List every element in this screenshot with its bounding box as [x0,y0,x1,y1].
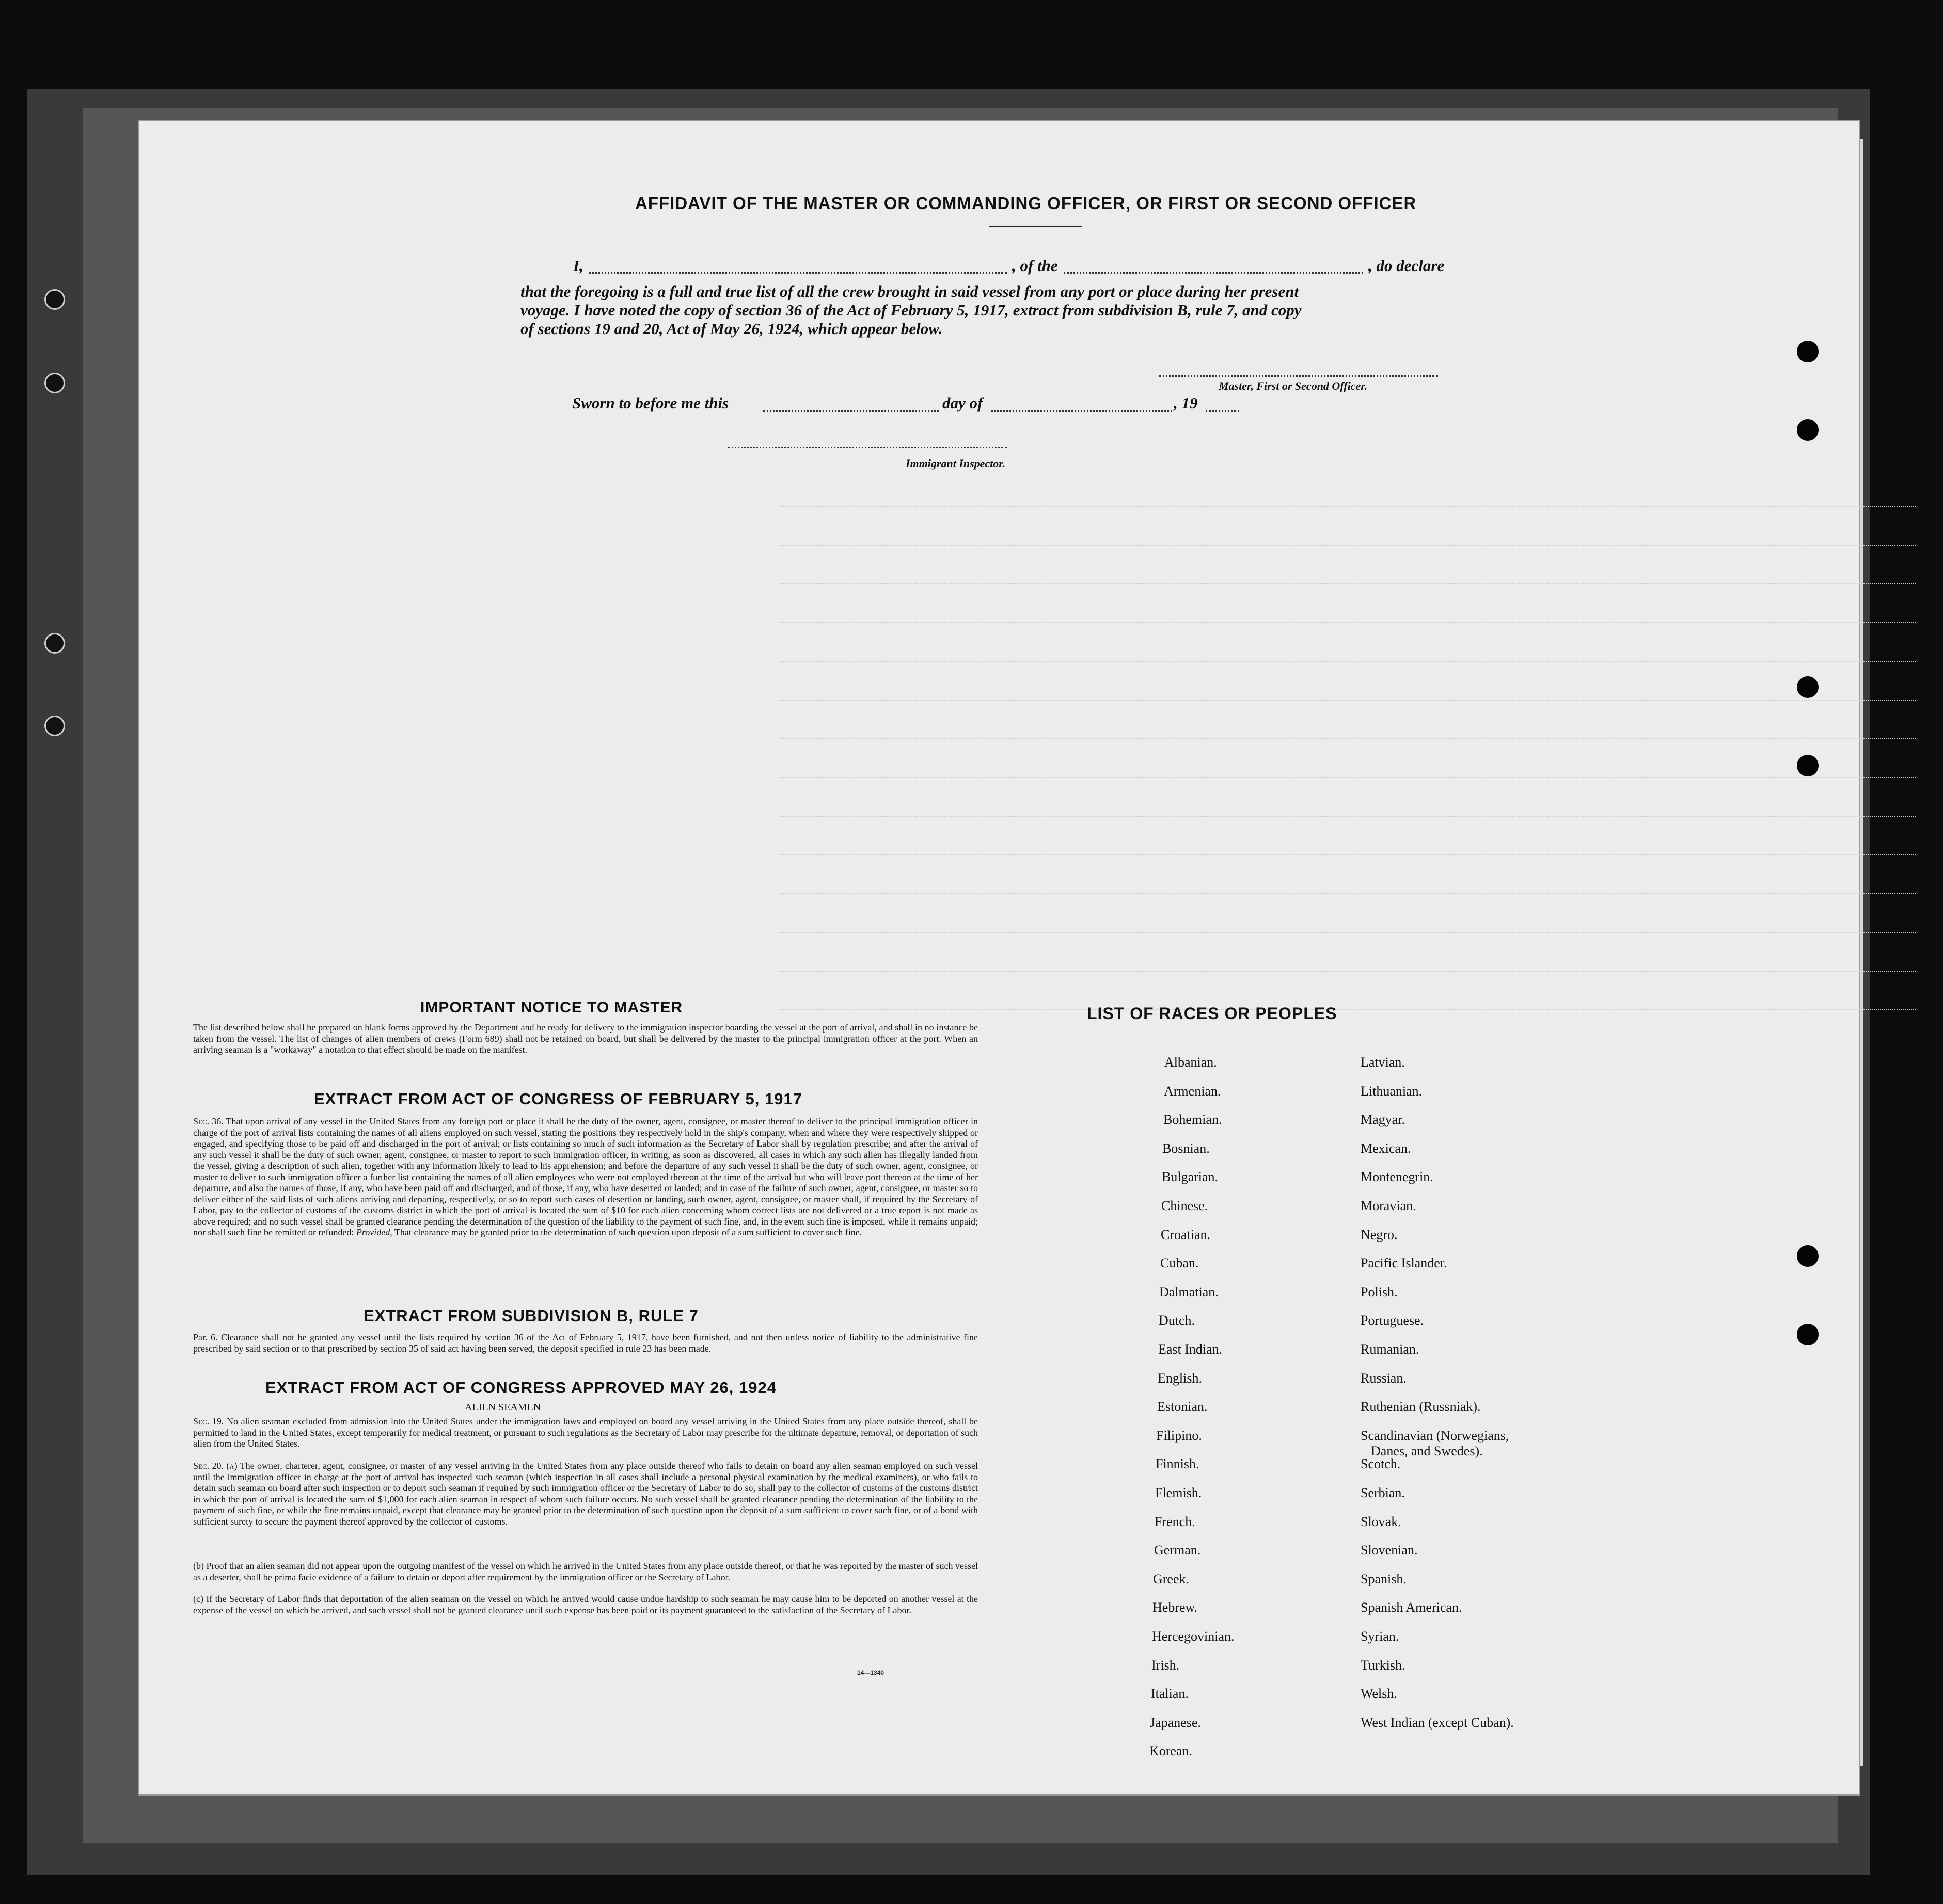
race-item: Moravian. [1361,1198,1416,1213]
race-item: Slovenian. [1361,1543,1418,1558]
race-item: Irish. [1151,1658,1180,1673]
race-item: Hercegovinian. [1152,1629,1235,1644]
race-item: Chinese. [1161,1198,1208,1213]
punch-hole [1797,1245,1819,1267]
vessel-name-blank [1064,272,1363,274]
day-of-label: day of [942,394,983,412]
bleed-through-row [780,661,1916,662]
sec-20a-text [193,1461,978,1527]
bleed-through-row [780,971,1916,972]
year-label: , 19 [1174,394,1198,412]
bleed-through-row [780,893,1916,894]
inspector-label: Immigrant Inspector. [906,457,1006,470]
race-item: French. [1155,1514,1195,1529]
race-item: Portuguese. [1361,1313,1424,1328]
race-item: Turkish. [1361,1658,1405,1673]
bleed-through-row [780,854,1916,855]
punch-hole [1797,341,1819,362]
race-item: Bulgarian. [1162,1169,1219,1184]
race-item: Scotch. [1361,1456,1401,1471]
race-item: Syrian. [1361,1629,1399,1644]
race-item: Latvian. [1361,1055,1405,1070]
extract-rule7-text: Par. 6. Clearance shall not be granted any vessel until the lists required by section 36 of the Act of February 5, 1917, have been furnished, and not then unless notice of liability to the administrative fine prescribed by said section or to that prescribed by section 35 of said act having been served, the deposit specified in rule 23 has been made. [193,1332,978,1354]
races-title: LIST OF RACES OR PEOPLES [1087,1004,1337,1023]
race-item: Negro. [1361,1227,1398,1242]
bleed-through-row [780,506,1916,507]
sec-19-label: Sec. 19. [193,1416,224,1426]
race-item: East Indian. [1158,1342,1223,1357]
bleed-through-row [780,622,1916,623]
sec-20c-text: (c) If the Secretary of Labor finds that deportation of the alien seaman on the vessel on which he arrived would cause undue hardship to such seaman he may cause him to be deported on another vessel at the expense of the vessel on which he arrived, and such vessel shall not be granted clearance until such expense has been paid or its payment guaranteed to the satisfaction of the Secretary of Labor. [193,1594,978,1615]
punch-hole [44,633,65,654]
bleed-through-row [780,738,1916,739]
master-name-blank [589,272,1007,274]
affidavit-title: AFFIDAVIT OF THE MASTER OR COMMANDING OFFICER, OR FIRST OR SECOND OFFICER [635,194,1417,213]
race-item: Serbian. [1361,1485,1405,1500]
title-underline [989,226,1082,227]
race-item: Danes, and Swedes). [1371,1443,1483,1458]
extract-1924-title: EXTRACT FROM ACT OF CONGRESS APPROVED MAY 26, 1924 [265,1378,777,1397]
sworn-month-blank [991,410,1172,412]
race-item: Scandinavian (Norwegians, [1361,1428,1509,1443]
race-item: Flemish. [1155,1485,1202,1500]
alien-seamen-subtitle: ALIEN SEAMEN [465,1402,541,1413]
race-item: Italian. [1151,1686,1189,1701]
bleed-through-row [780,777,1916,778]
sec-20a-body: The owner, charterer, agent, consignee, or master of any vessel arriving in the United States from any place outside thereof who fails to detain on board any alien seaman employed on such vessel until the immigration officer in charge at the port of arrival has inspected such seaman (which inspection in all cases shall include a personal physical examination by the medical examiners), or who fails to detain such seaman on board after such inspection or to deport such seaman if required by such immigration officer or the Secretary of Labor to do so, shall pay to the collector of customs of the customs district in which the port of arrival is located the sum of $1,000 for each alien seaman in respect of whom such failure occurs. No such vessel shall be granted clearance pending the determination of the liability to the payment of such fine, or while the fine remains unpaid, except that clearance may be granted prior to the determination of such question upon the deposit of a sum sufficient to cover such fine, or of a bond with sufficient surety to secure the payment thereof approved by the collector of customs. [193,1461,978,1527]
race-item: Welsh. [1361,1686,1397,1701]
race-item: Pacific Islander. [1361,1256,1447,1271]
punch-hole [1797,755,1819,776]
race-item: Spanish. [1361,1572,1407,1586]
race-item: Montenegrin. [1361,1169,1433,1184]
affidavit-of-the-label: , of the [1012,257,1058,275]
sworn-label: Sworn to before me this [572,394,729,412]
race-item: Slovak. [1361,1514,1401,1529]
master-signature-label: Master, First or Second Officer. [1219,379,1368,392]
race-item: English. [1158,1371,1202,1386]
master-signature-blank [1159,375,1438,377]
race-item: Polish. [1361,1284,1398,1299]
affidavit-do-declare-label: , do declare [1368,257,1445,275]
notice-title: IMPORTANT NOTICE TO MASTER [420,999,683,1016]
punch-hole [1797,1324,1819,1345]
notice-text: The list described below shall be prepared on blank forms approved by the Department and be ready for delivery to the immigration inspector boarding the vessel at the port of arrival, and shall in no instance be taken from the vessel. The list of changes of alien members of crews (Form 689) shall not be retained on board, but shall be delivered by the master to the principal immigration officer at the port. When an arriving seaman is a "workaway" a notation to that effect should be made on the manifest. [193,1022,978,1055]
race-item: Armenian. [1164,1084,1221,1099]
race-item: Rumanian. [1361,1342,1419,1357]
affidavit-body-line-2: voyage. I have noted the copy of section 36 of the Act of February 5, 1917, extract from subdivision B, rule 7, and copy [520,301,1302,319]
race-item: Finnish. [1156,1456,1199,1471]
punch-hole [1797,419,1819,441]
bleed-through-row [780,700,1916,701]
punch-hole [44,373,65,393]
punch-hole [44,716,65,736]
race-item: Greek. [1153,1572,1190,1586]
race-item: Japanese. [1150,1715,1201,1730]
race-item: Magyar. [1361,1112,1405,1127]
bleed-through-row [780,932,1916,933]
bleed-through-row [780,1009,1916,1010]
race-item: Korean. [1149,1743,1193,1758]
document-page [139,121,1859,1794]
race-item: Dutch. [1159,1313,1195,1328]
affidavit-body-line-1: that the foregoing is a full and true list of all the crew brought in said vessel from any port or place during her present [520,282,1299,300]
race-item: Croatian. [1161,1227,1211,1242]
affidavit-i-label: I, [573,257,583,275]
extract-1917-provided: Provided, [356,1227,392,1237]
form-number: 14—1340 [857,1669,884,1676]
race-item: Mexican. [1361,1141,1411,1156]
punch-hole [1797,676,1819,698]
sec-19-body: No alien seaman excluded from admission into the United States under the immigration laws and employed on board any vessel arriving in the United States from any place outside thereof, shall be permitted to land in the United States, except temporarily for medical treatment, or pursuant to such regulations as the Secretary of Labor may prescribe for the ultimate departure, removal, or deportation of such alien from the United States. [193,1416,978,1449]
race-item: Spanish American. [1361,1600,1462,1615]
bleed-through-row [780,816,1916,817]
sworn-year-blank [1206,410,1239,412]
sworn-day-blank [763,410,939,412]
sec-20-label: Sec. 20. (a) [193,1461,238,1471]
race-item: Dalmatian. [1159,1284,1219,1299]
race-item: Ruthenian (Russniak). [1361,1399,1481,1414]
race-item: Cuban. [1160,1256,1199,1271]
sec-20b-text: (b) Proof that an alien seaman did not appear upon the outgoing manifest of the vessel on which he arrived in the United States from any place outside thereof, or that he was reported by the master of such vessel as a deserter, shall be prima facie evidence of a failure to detain or deport after requirement by the immigration officer or the Secretary of Labor. [193,1561,978,1582]
race-item: Filipino. [1156,1428,1202,1443]
affidavit-body-line-3: of sections 19 and 20, Act of May 26, 1924, which appear below. [520,320,943,338]
extract-1917-body: That upon arrival of any vessel in the United States from any foreign port or place it shall be the duty of the owner, agent, consignee, or master thereof to deliver to the principal immigration officer in charge of the port of arrival lists containing the names of all aliens employed on such vessel, stating the positions they respectively hold in the ship's company, when and where they were respectively shipped or engaged, and specifying those to be paid off and discharged in the port of arrival; or lists containing so much of such information as the Secretary of Labor shall by regulation prescribe; and after the arrival of any such vessel it shall be the duty of such owner, agent, consignee, or master to report to such immigration officer, in writing, as soon as discovered, all cases in which any such alien has illegally landed from the vessel, giving a description of such alien, together with any information likely to lead to his apprehension; and before the departure of any such vessel it shall be the duty of such owner, agent, consignee, or master to deliver to such immigration officer a further list containing the names of all alien employees who were not employed thereon at the time of the arrival but who will leave port thereon at the time of her departure, and also the names of those, if any, who have been paid off and discharged, and of those, if any, who have deserted or landed; and in case of the failure of such owner, agent, consignee, or master so to deliver either of the said lists of such aliens arriving and departing, respectively, or so to report such cases of desertion or landing, such owner, agent, consignee, or master shall, if required by the Secretary of Labor, pay to the collector of customs of the customs district in which the port of arrival is located the sum of $10 for each alien concerning whom correct lists are not delivered or a true report is not made as above required; and no such vessel shall be granted clearance pending the determination of the question of the liability to the payment of such fine, and, in the event such fine is imposed, while it remains unpaid; nor shall such fine be remitted or refunded: [193,1116,978,1237]
extract-1917-text [193,1116,978,1239]
bleed-through-row [780,545,1916,546]
extract-1917-section-label: Sec. 36. [193,1116,224,1126]
race-item: Hebrew. [1152,1600,1198,1615]
sec-19-text [193,1416,978,1450]
race-item: Russian. [1361,1371,1407,1386]
race-item: Bosnian. [1162,1141,1210,1156]
race-item: German. [1154,1543,1201,1558]
race-item: Lithuanian. [1361,1084,1423,1099]
race-item: Albanian. [1164,1055,1217,1070]
extract-1917-title: EXTRACT FROM ACT OF CONGRESS OF FEBRUARY 5, 1917 [314,1090,802,1108]
extract-rule7-title: EXTRACT FROM SUBDIVISION B, RULE 7 [364,1307,699,1325]
race-item: West Indian (except Cuban). [1361,1715,1514,1730]
race-item: Bohemian. [1163,1112,1222,1127]
extract-1917-body-end: That clearance may be granted prior to the determination of such question upon deposit of a sum sufficient to cover such fine. [394,1227,862,1237]
bleed-through-row [780,583,1916,584]
race-item: Estonian. [1157,1399,1208,1414]
inspector-signature-blank [728,447,1007,448]
punch-hole [44,289,65,310]
